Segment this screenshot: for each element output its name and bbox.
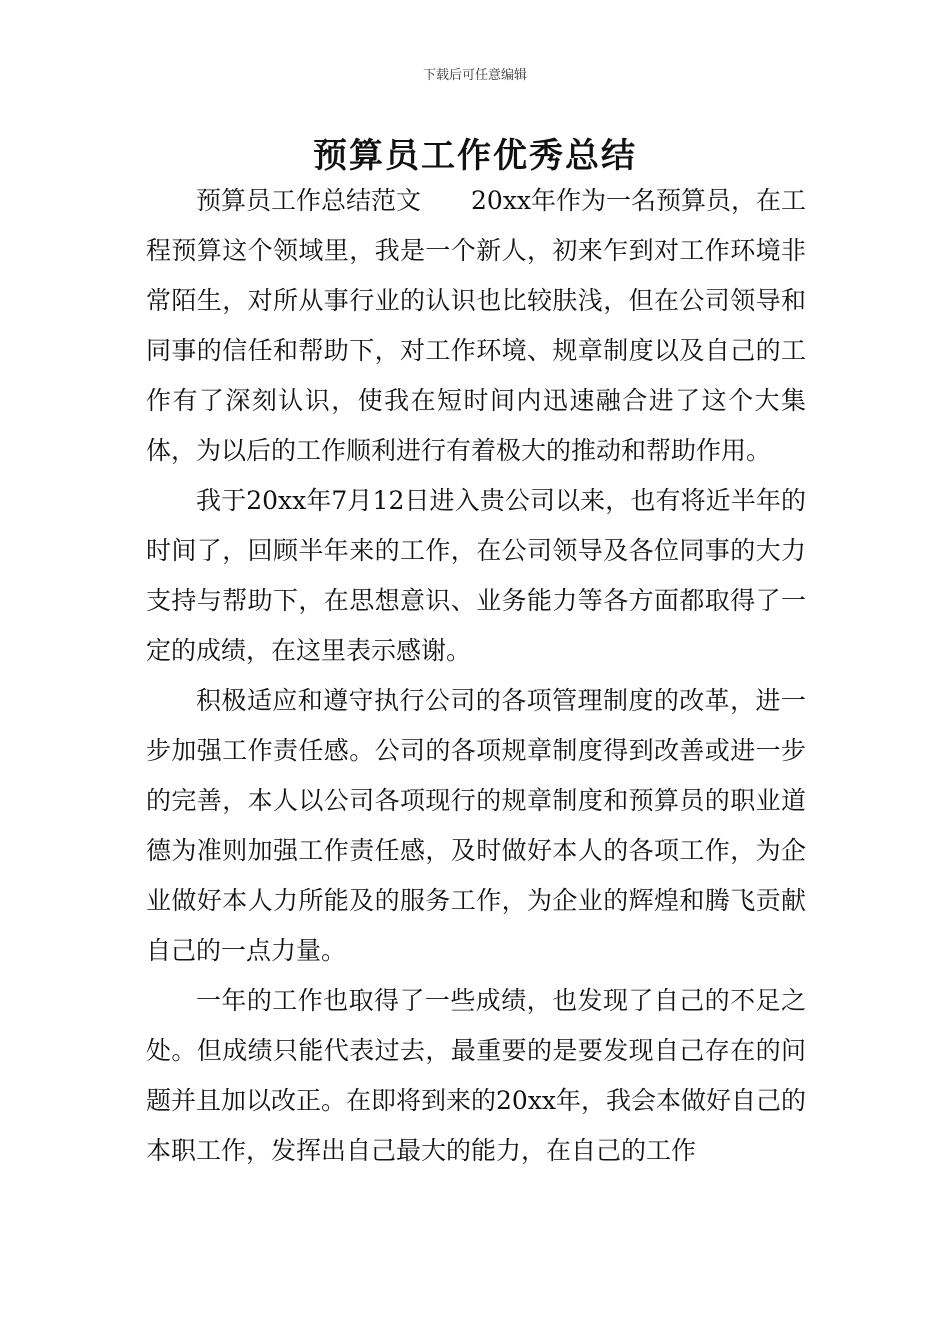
paragraph-3: 积极适应和遵守执行公司的各项管理制度的改革，进一步加强工作责任感。公司的各项规章制度得到改善或进一步的完善，本人以公司各项现行的规章制度和预算员的职业道德为准则加强工作责任感，及时做好本人的各项工作，为企业做好本人力所能及的服务工作，为企业的辉煌和腾飞贡献自己的一点力量。 (146, 686, 806, 965)
document-title: 预算员工作优秀总结 (313, 136, 637, 176)
paragraph-1: 预算员工作总结范文 20xx年作为一名预算员，在工程预算这个领域里，我是一个新人，初来乍到对工作环境非常陌生，对所从事行业的认识也比较肤浅，但在公司领导和同事的信任和帮助下，对工作环境、规章制度以及自己的工作有了深刻认识，使我在短时间内迅速融合进了这个大集体，为以后的工作顺利进行有着极大的推动和帮助作用。 (146, 186, 807, 465)
paragraph-2: 我于20xx年7月12日进入贵公司以来，也有将近半年的时间了，回顾半年来的工作，在公司领导及各位同事的大力支持与帮助下，在思想意识、业务能力等各方面都取得了一定的成绩，在这里表示感谢。 (146, 486, 806, 665)
header-note: 下载后可任意编辑 (422, 68, 527, 83)
paragraph-4: 一年的工作也取得了一些成绩，也发现了自己的不足之处。但成绩只能代表过去，最重要的是要发现自己存在的问题并且加以改正。在即将到来的20xx年，我会本做好自己的本职工作，发挥出自己最大的能力，在自己的工作 (146, 986, 807, 1165)
document-body (146, 176, 806, 1176)
